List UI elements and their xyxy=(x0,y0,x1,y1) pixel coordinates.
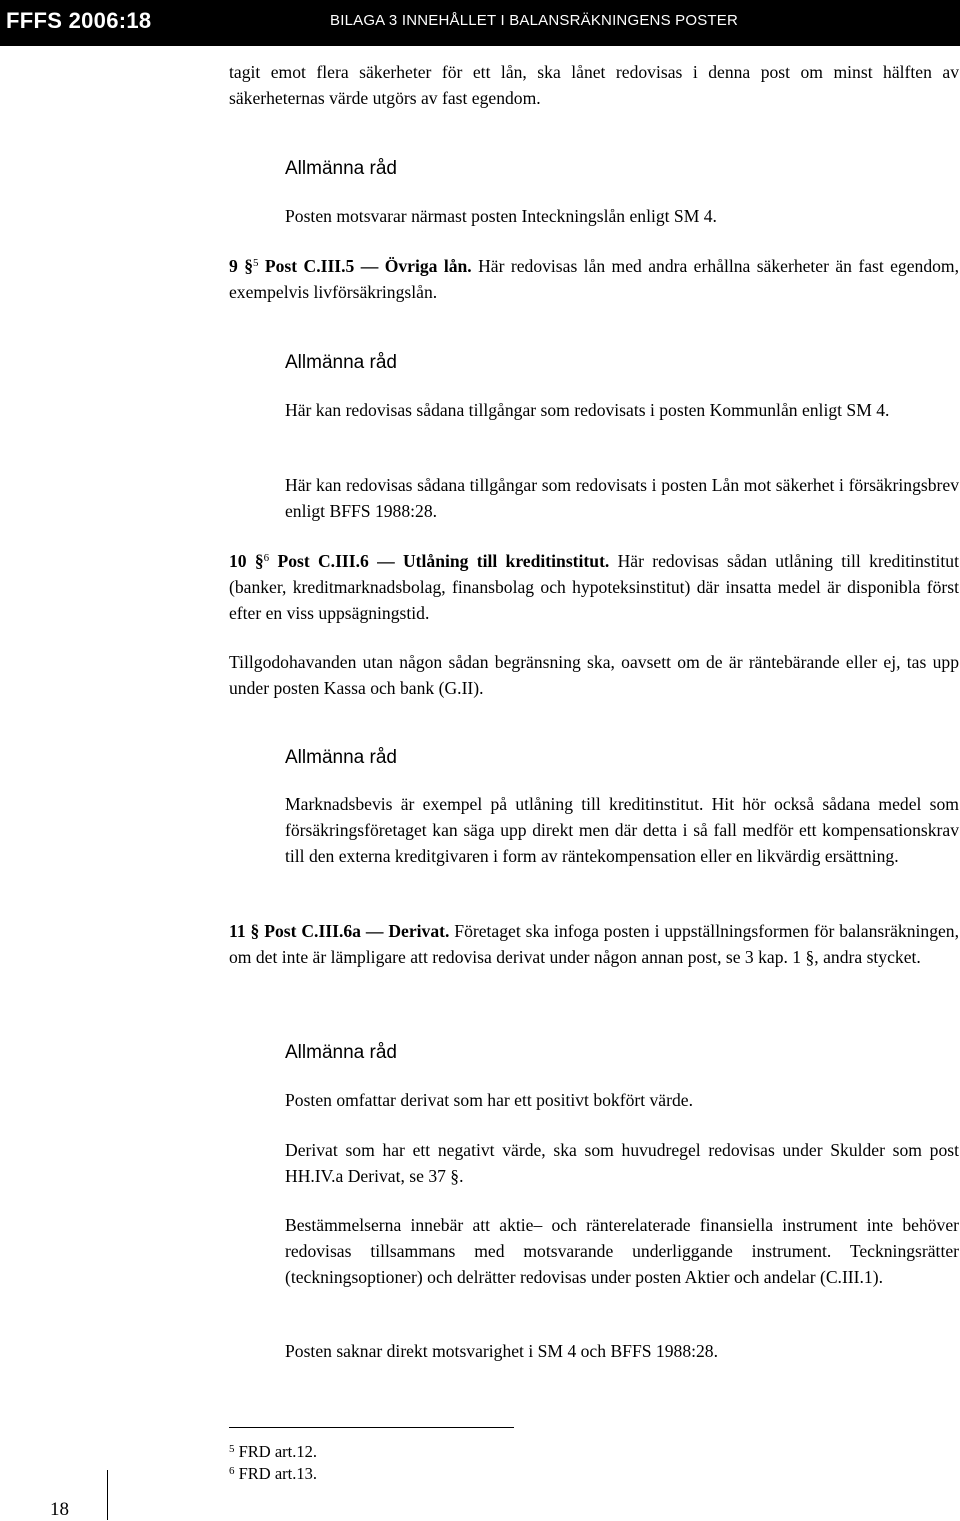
section-number: 10 xyxy=(229,551,247,571)
section-text: Företaget ska infoga posten i uppställningsformen för balansräkningen, om det inte är lämpligare att redovisa derivat under någon annan post, se 3 kap. 1 §, andra stycket. xyxy=(229,921,959,967)
general-advice-text: Posten saknar direkt motsvarighet i SM 4 och BFFS 1988:28. xyxy=(285,1341,718,1361)
section-title: Post C.III.5 — Övriga lån. xyxy=(264,256,472,276)
page-header xyxy=(0,0,960,46)
page-number: 18 xyxy=(50,1499,69,1520)
footnote xyxy=(229,1464,317,1484)
general-advice-heading: Allmänna råd xyxy=(285,352,397,373)
section-10 xyxy=(229,548,959,626)
general-advice-text: Här kan redovisas sådana tillgångar som redovisats i posten Kommunlån enligt SM 4. xyxy=(285,400,890,420)
section-text: Här redovisas lån med andra erhållna säkerheter än fast egendom, exempelvis livförsäkringslån. xyxy=(229,256,960,302)
document-code: FFFS 2006:18 xyxy=(6,8,152,33)
footnote-text: FRD art.13. xyxy=(238,1464,317,1483)
section-sign: § xyxy=(244,256,253,276)
margin-rule xyxy=(107,1470,108,1520)
general-advice-heading: Allmänna råd xyxy=(285,747,397,768)
section-title: Post C.III.6a — Derivat. xyxy=(264,921,450,941)
section-sign: § xyxy=(250,921,260,941)
general-advice-heading: Allmänna råd xyxy=(285,1042,397,1063)
general-advice-text: Marknadsbevis är exempel på utlåning till kreditinstitut. Hit hör också sådana medel som försäkringsföretaget kan säga upp direkt men där detta i så fall medför ett kompensationskrav till den externa kreditgivaren i form av räntekompensation eller en likvärdig ersättning. xyxy=(285,794,959,866)
general-advice-heading: Allmänna råd xyxy=(285,158,397,179)
footnote-number: 6 xyxy=(229,1465,235,1477)
section-number: 11 xyxy=(229,921,246,941)
section-text: Här redovisas sådan utlåning till kreditinstitut (banker, kreditmarknadsbolag, finansbolag och hypoteksinstitut) där insatta medel är disponibla först efter en viss uppsägningstid. xyxy=(229,551,959,623)
general-advice-text: Posten motsvarar närmast posten Inteckningslån enligt SM 4. xyxy=(285,206,717,226)
footnote xyxy=(229,1442,317,1462)
general-advice-text: Derivat som har ett negativt värde, ska som huvudregel redovisas under Skulder som post HH.IV.a Derivat, se 37 §. xyxy=(285,1140,959,1186)
general-advice-text: Bestämmelserna innebär att aktie– och ränterelaterade finansiella instrument inte behöver redovisas tillsammans med motsvarande underliggande instrument. Teckningsrätter (teckningsoptioner) och delrätter redovisas under posten Aktier och andelar (C.III.1). xyxy=(285,1215,959,1287)
section-number: 9 xyxy=(229,256,238,276)
section-title: BILAGA 3 INNEHÅLLET I BALANSRÄKNINGENS POSTER xyxy=(330,12,739,29)
section-title: Post C.III.6 — Utlåning till kreditinstitut. xyxy=(277,551,610,571)
footnote-number: 5 xyxy=(229,1443,235,1455)
general-advice-text: Här kan redovisas sådana tillgångar som redovisats i posten Lån mot säkerhet i försäkringsbrev enligt BFFS 1988:28. xyxy=(285,475,959,521)
footnote-ref: 6 xyxy=(263,552,270,564)
continued-paragraph: tagit emot flera säkerheter för ett lån, ska lånet redovisas i denna post om minst hälften av säkerheternas värde utgörs av fast egendom. xyxy=(229,62,959,108)
section-9 xyxy=(229,253,959,305)
footnote-separator xyxy=(229,1427,514,1428)
footnote-text: FRD art.12. xyxy=(238,1442,317,1461)
section-11 xyxy=(229,918,959,970)
section-sign: § xyxy=(254,551,264,571)
footnote-ref: 5 xyxy=(252,257,259,269)
paragraph: Tillgodohavanden utan någon sådan begränsning ska, oavsett om de är räntebärande eller ej, tas upp under posten Kassa och bank (G.II). xyxy=(229,652,959,698)
general-advice-text: Posten omfattar derivat som har ett positivt bokfört värde. xyxy=(285,1090,693,1110)
